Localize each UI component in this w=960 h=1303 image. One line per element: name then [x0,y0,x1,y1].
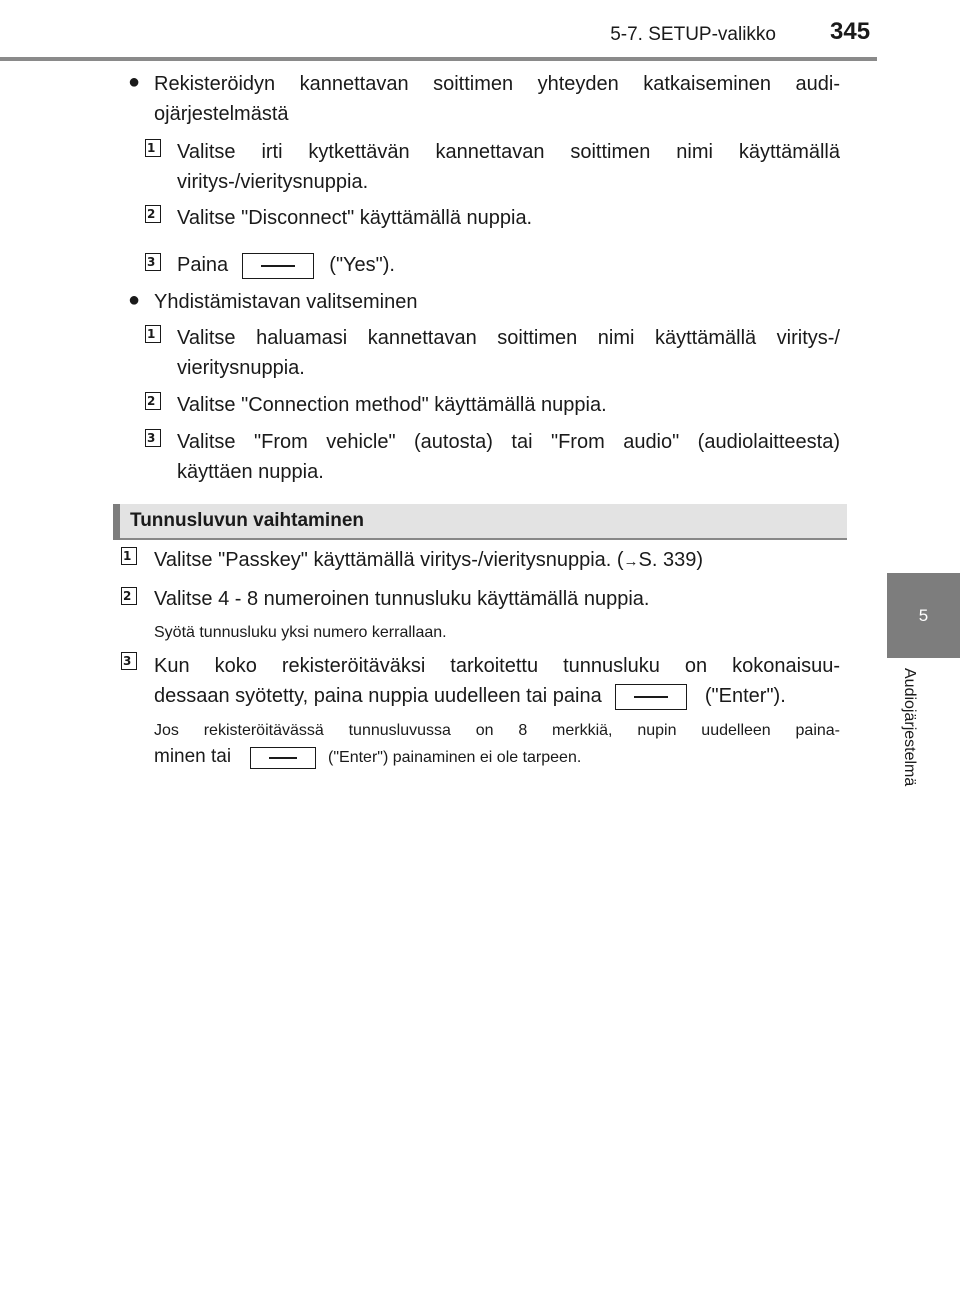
passkey-step3-line2-after: ("Enter"). [704,685,786,707]
section-title: Tunnusluvun vaihtaminen [130,510,364,531]
key-button-icon [242,253,314,279]
passkey-step2-note: Syötä tunnusluku yksi numero kerrallaan. [154,624,447,641]
passkey-step1 [154,545,703,577]
chapter-tab [887,573,960,658]
step-number-box: 3 [145,253,161,271]
key-button-icon [615,684,687,710]
connection-step3-line1: Valitse "From vehicle" (autosta) tai "From audio" (audiolaitteesta) [177,431,840,453]
header-rule [0,57,877,61]
disconnect-heading-line1: Rekisteröidyn kannettavan soittimen yhteyden katkaiseminen audi- [154,73,840,95]
step-number-box: 3 [121,652,137,670]
disconnect-step2-text: Valitse "Disconnect" käyttämällä nuppia. [177,207,533,229]
passkey-step3-note-line2 [154,746,581,769]
arrow-right-icon: → [623,553,639,570]
header-section-title: 5-7. SETUP-valikko [610,24,776,45]
passkey-step3-line2 [154,681,786,711]
step-number-box: 1 [145,139,161,157]
connection-method-heading: Yhdistämistavan valitseminen [154,291,418,313]
passkey-step3-line2-before: dessaan syötetty, paina nuppia uudelleen tai paina [154,685,602,707]
chapter-number: 5 [918,605,929,625]
passkey-step1-text: Valitse "Passkey" käyttämällä viritys-/vieritysnuppia. ( [154,549,624,571]
step-number-box: 1 [121,547,137,565]
disconnect-step1-line1: Valitse irti kytkettävän kannettavan soittimen nimi käyttämällä [177,141,840,163]
disconnect-heading-line2: ojärjestelmästä [154,103,289,125]
disconnect-step3 [177,250,395,280]
step-number-box: 2 [145,392,161,410]
passkey-step3-note-line1: Jos rekisteröitävässä tunnusluvussa on 8 merkkiä, nupin uudelleen paina- [154,722,840,739]
passkey-step1-ref: S. 339) [638,549,704,571]
passkey-step3-note-before: minen tai [154,746,232,767]
step-number-box: 1 [145,325,161,343]
step-number-box: 2 [121,587,137,605]
step-number-box: 3 [145,429,161,447]
disconnect-step1-line2: viritys-/vieritysnuppia. [177,171,369,193]
step-number-box: 2 [145,205,161,223]
connection-step1-line1: Valitse haluamasi kannettavan soittimen nimi käyttämällä viritys-/ [177,327,840,349]
connection-step1-line2: vieritysnuppia. [177,357,305,379]
chapter-label: Audiojärjestelmä [901,668,918,787]
bullet-icon: ● [128,71,141,93]
bullet-icon: ● [128,289,141,311]
passkey-step3-note-after: ("Enter") painaminen ei ole tarpeen. [328,749,582,766]
connection-step3-line2: käyttäen nuppia. [177,461,324,483]
passkey-step3-line1: Kun koko rekisteröitäväksi tarkoitettu tunnusluku on kokonaisuu- [154,655,840,677]
connection-step2-text: Valitse "Connection method" käyttämällä nuppia. [177,394,607,416]
disconnect-step3-after: ("Yes"). [329,254,395,276]
key-button-icon [250,747,316,769]
page-number: 345 [830,18,871,45]
section-header-accent [113,504,120,540]
disconnect-step3-before: Paina [177,254,229,276]
passkey-step2-text: Valitse 4 - 8 numeroinen tunnusluku käyttämällä nuppia. [154,588,650,610]
